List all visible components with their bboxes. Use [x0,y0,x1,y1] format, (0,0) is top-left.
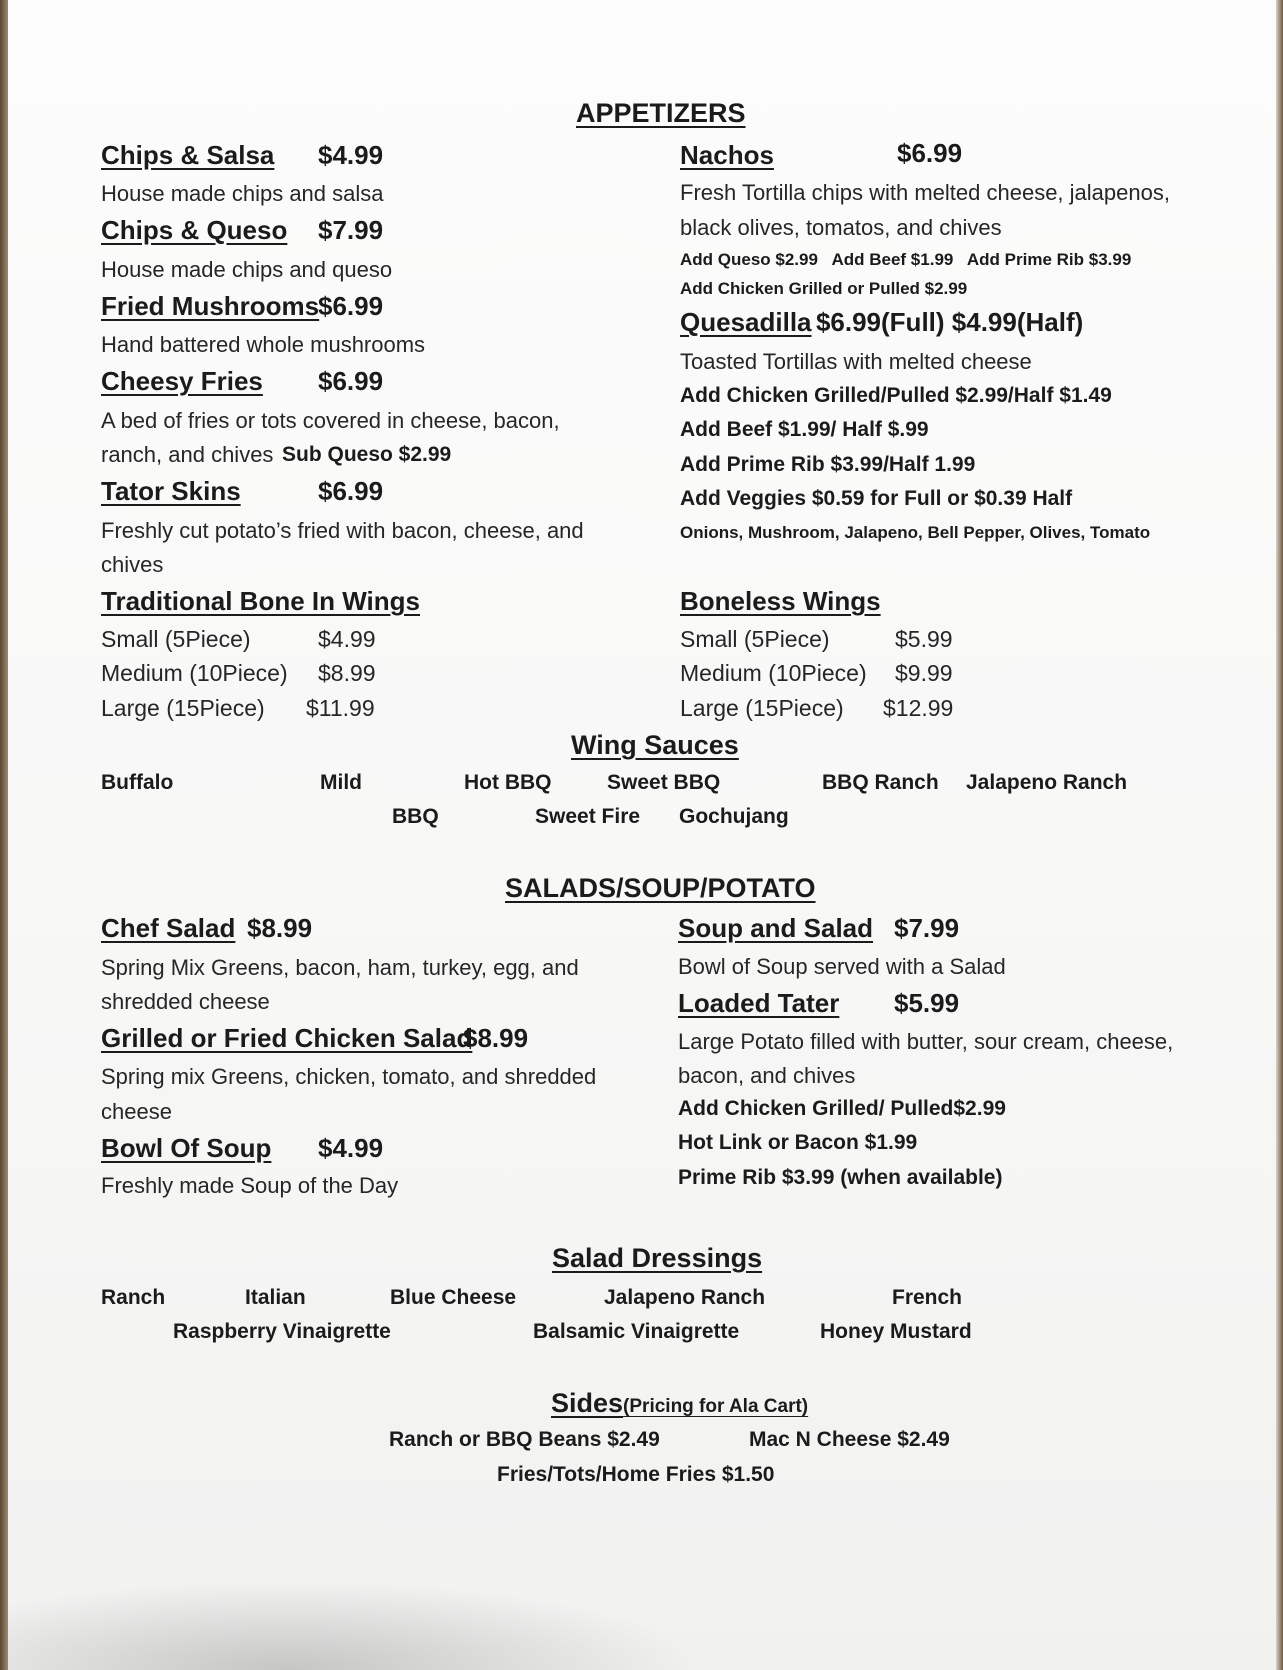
sides-header [551,1388,808,1419]
wing-size: Small (5Piece) [680,626,830,652]
item-desc: Fresh Tortilla chips with melted cheese, jalapenos, [680,180,1170,205]
item-desc: cheese [101,1099,172,1124]
item-name: Chef Salad [101,913,236,943]
item-desc: Bowl of Soup served with a Salad [678,954,1006,979]
item-desc: Freshly made Soup of the Day [101,1173,399,1198]
dressing-item: Ranch [101,1286,166,1309]
item-price: $6.99 [318,366,384,396]
item-price: $6.99(Full) $4.99(Half) [815,307,1084,337]
item-desc: House made chips and salsa [101,181,384,206]
item-desc: Large Potato filled with butter, sour cream, cheese, [678,1029,1174,1054]
dressing-item: Raspberry Vinaigrette [173,1320,391,1343]
photo-edge-right [1276,0,1283,1670]
wing-size: Small (5Piece) [101,626,251,652]
item-desc: ranch, and chives [101,442,274,467]
sauce-item: Buffalo [101,771,174,794]
wing-price: $8.99 [318,660,376,686]
wing-price: $12.99 [883,695,954,721]
item-name: Soup and Salad [678,913,874,943]
item-addon: Add Veggies $0.59 for Full or $0.39 Half [680,487,1073,510]
item-addon: Add Beef $1.99/ Half $.99 [680,418,929,441]
wing-size: Large (15Piece) [680,695,844,721]
dressing-item: Italian [245,1286,306,1309]
sauce-item: BBQ Ranch [822,771,939,794]
item-addon: Add Chicken Grilled/Pulled $2.99/Half $1.49 [680,384,1112,407]
item-name: Chips & Salsa [101,140,275,170]
item-name: Nachos [680,140,774,170]
side-item: Ranch or BBQ Beans $2.49 [389,1428,660,1451]
item-addon: Sub Queso $2.99 [282,443,452,466]
section-salad-dressings: Salad Dressings [552,1243,763,1273]
item-name: Chips & Queso [101,215,288,245]
item-addon: Add Queso $2.99 Add Beef $1.99 Add Prime Rib $3.99 [680,250,1132,269]
dressing-item: French [892,1286,963,1309]
item-desc: Hand battered whole mushrooms [101,332,426,357]
item-addon: Prime Rib $3.99 (when available) [678,1166,1003,1189]
item-addon: Onions, Mushroom, Jalapeno, Bell Pepper, Olives, Tomato [680,523,1151,542]
sauce-item: Gochujang [679,805,789,828]
item-desc: House made chips and queso [101,257,393,282]
item-addon: Hot Link or Bacon $1.99 [678,1131,918,1154]
item-price: $5.99 [894,988,960,1018]
sauce-item: Mild [320,771,362,794]
item-price: $7.99 [318,215,384,245]
sauce-item: Hot BBQ [464,771,552,794]
item-name: Bowl Of Soup [101,1133,272,1163]
wing-price: $9.99 [895,660,953,686]
wing-size: Large (15Piece) [101,695,265,721]
item-name: Grilled or Fried Chicken Salad [101,1023,473,1053]
item-addon: Add Prime Rib $3.99/Half 1.99 [680,453,976,476]
item-price: $8.99 [463,1023,529,1053]
wing-size: Medium (10Piece) [680,660,867,686]
section-salads: SALADS/SOUP/POTATO [505,873,816,903]
item-price: $8.99 [247,913,313,943]
quesadilla-line [680,307,1083,338]
item-desc: chives [101,552,164,577]
dressing-item: Blue Cheese [390,1286,517,1309]
dressing-item: Balsamic Vinaigrette [533,1320,740,1343]
wing-price: $11.99 [306,695,375,721]
photo-edge-left [0,0,8,1670]
item-name: Cheesy Fries [101,366,263,396]
item-price: $6.99 [318,291,384,321]
section-appetizers: APPETIZERS [576,98,746,128]
wing-price: $5.99 [895,626,953,652]
sauce-item: Sweet BBQ [607,771,721,794]
item-price: $6.99 [897,138,963,168]
item-desc: black olives, tomatos, and chives [680,215,1002,240]
side-item: Mac N Cheese $2.49 [749,1428,950,1451]
item-desc: Freshly cut potato’s fried with bacon, cheese, and [101,518,584,543]
sauce-item: BBQ [392,805,439,828]
photo-shadow [8,1580,708,1670]
sauce-item: Sweet Fire [535,805,641,828]
wing-size: Medium (10Piece) [101,660,288,686]
dressing-item: Jalapeno Ranch [604,1286,766,1309]
item-desc: A bed of fries or tots covered in cheese, bacon, [101,408,560,433]
side-item: Fries/Tots/Home Fries $1.50 [497,1463,775,1486]
section-sides: Sides [551,1388,624,1418]
sides-note: (Pricing for Ala Cart) [623,1396,809,1417]
item-name: Quesadilla [680,307,812,337]
item-name: Tator Skins [101,476,241,506]
item-desc: Spring Mix Greens, bacon, ham, turkey, egg, and [101,955,579,980]
wings-title: Boneless Wings [680,586,881,616]
item-desc: bacon, and chives [678,1063,856,1088]
item-name: Loaded Tater [678,988,840,1018]
wings-title: Traditional Bone In Wings [101,586,420,616]
item-price: $6.99 [318,476,384,506]
dressing-item: Honey Mustard [820,1320,972,1343]
sauce-item: Jalapeno Ranch [966,771,1128,794]
item-addon: Add Chicken Grilled/ Pulled$2.99 [678,1097,1006,1120]
section-wing-sauces: Wing Sauces [571,730,739,760]
item-name: Fried Mushrooms [101,291,320,321]
item-price: $4.99 [318,140,384,170]
item-desc: Spring mix Greens, chicken, tomato, and shredded [101,1064,597,1089]
item-desc: shredded cheese [101,989,270,1014]
item-price: $7.99 [894,913,960,943]
item-desc: Toasted Tortillas with melted cheese [680,349,1032,374]
item-addon: Add Chicken Grilled or Pulled $2.99 [680,279,968,298]
wing-price: $4.99 [318,626,376,652]
item-price: $4.99 [318,1133,384,1163]
